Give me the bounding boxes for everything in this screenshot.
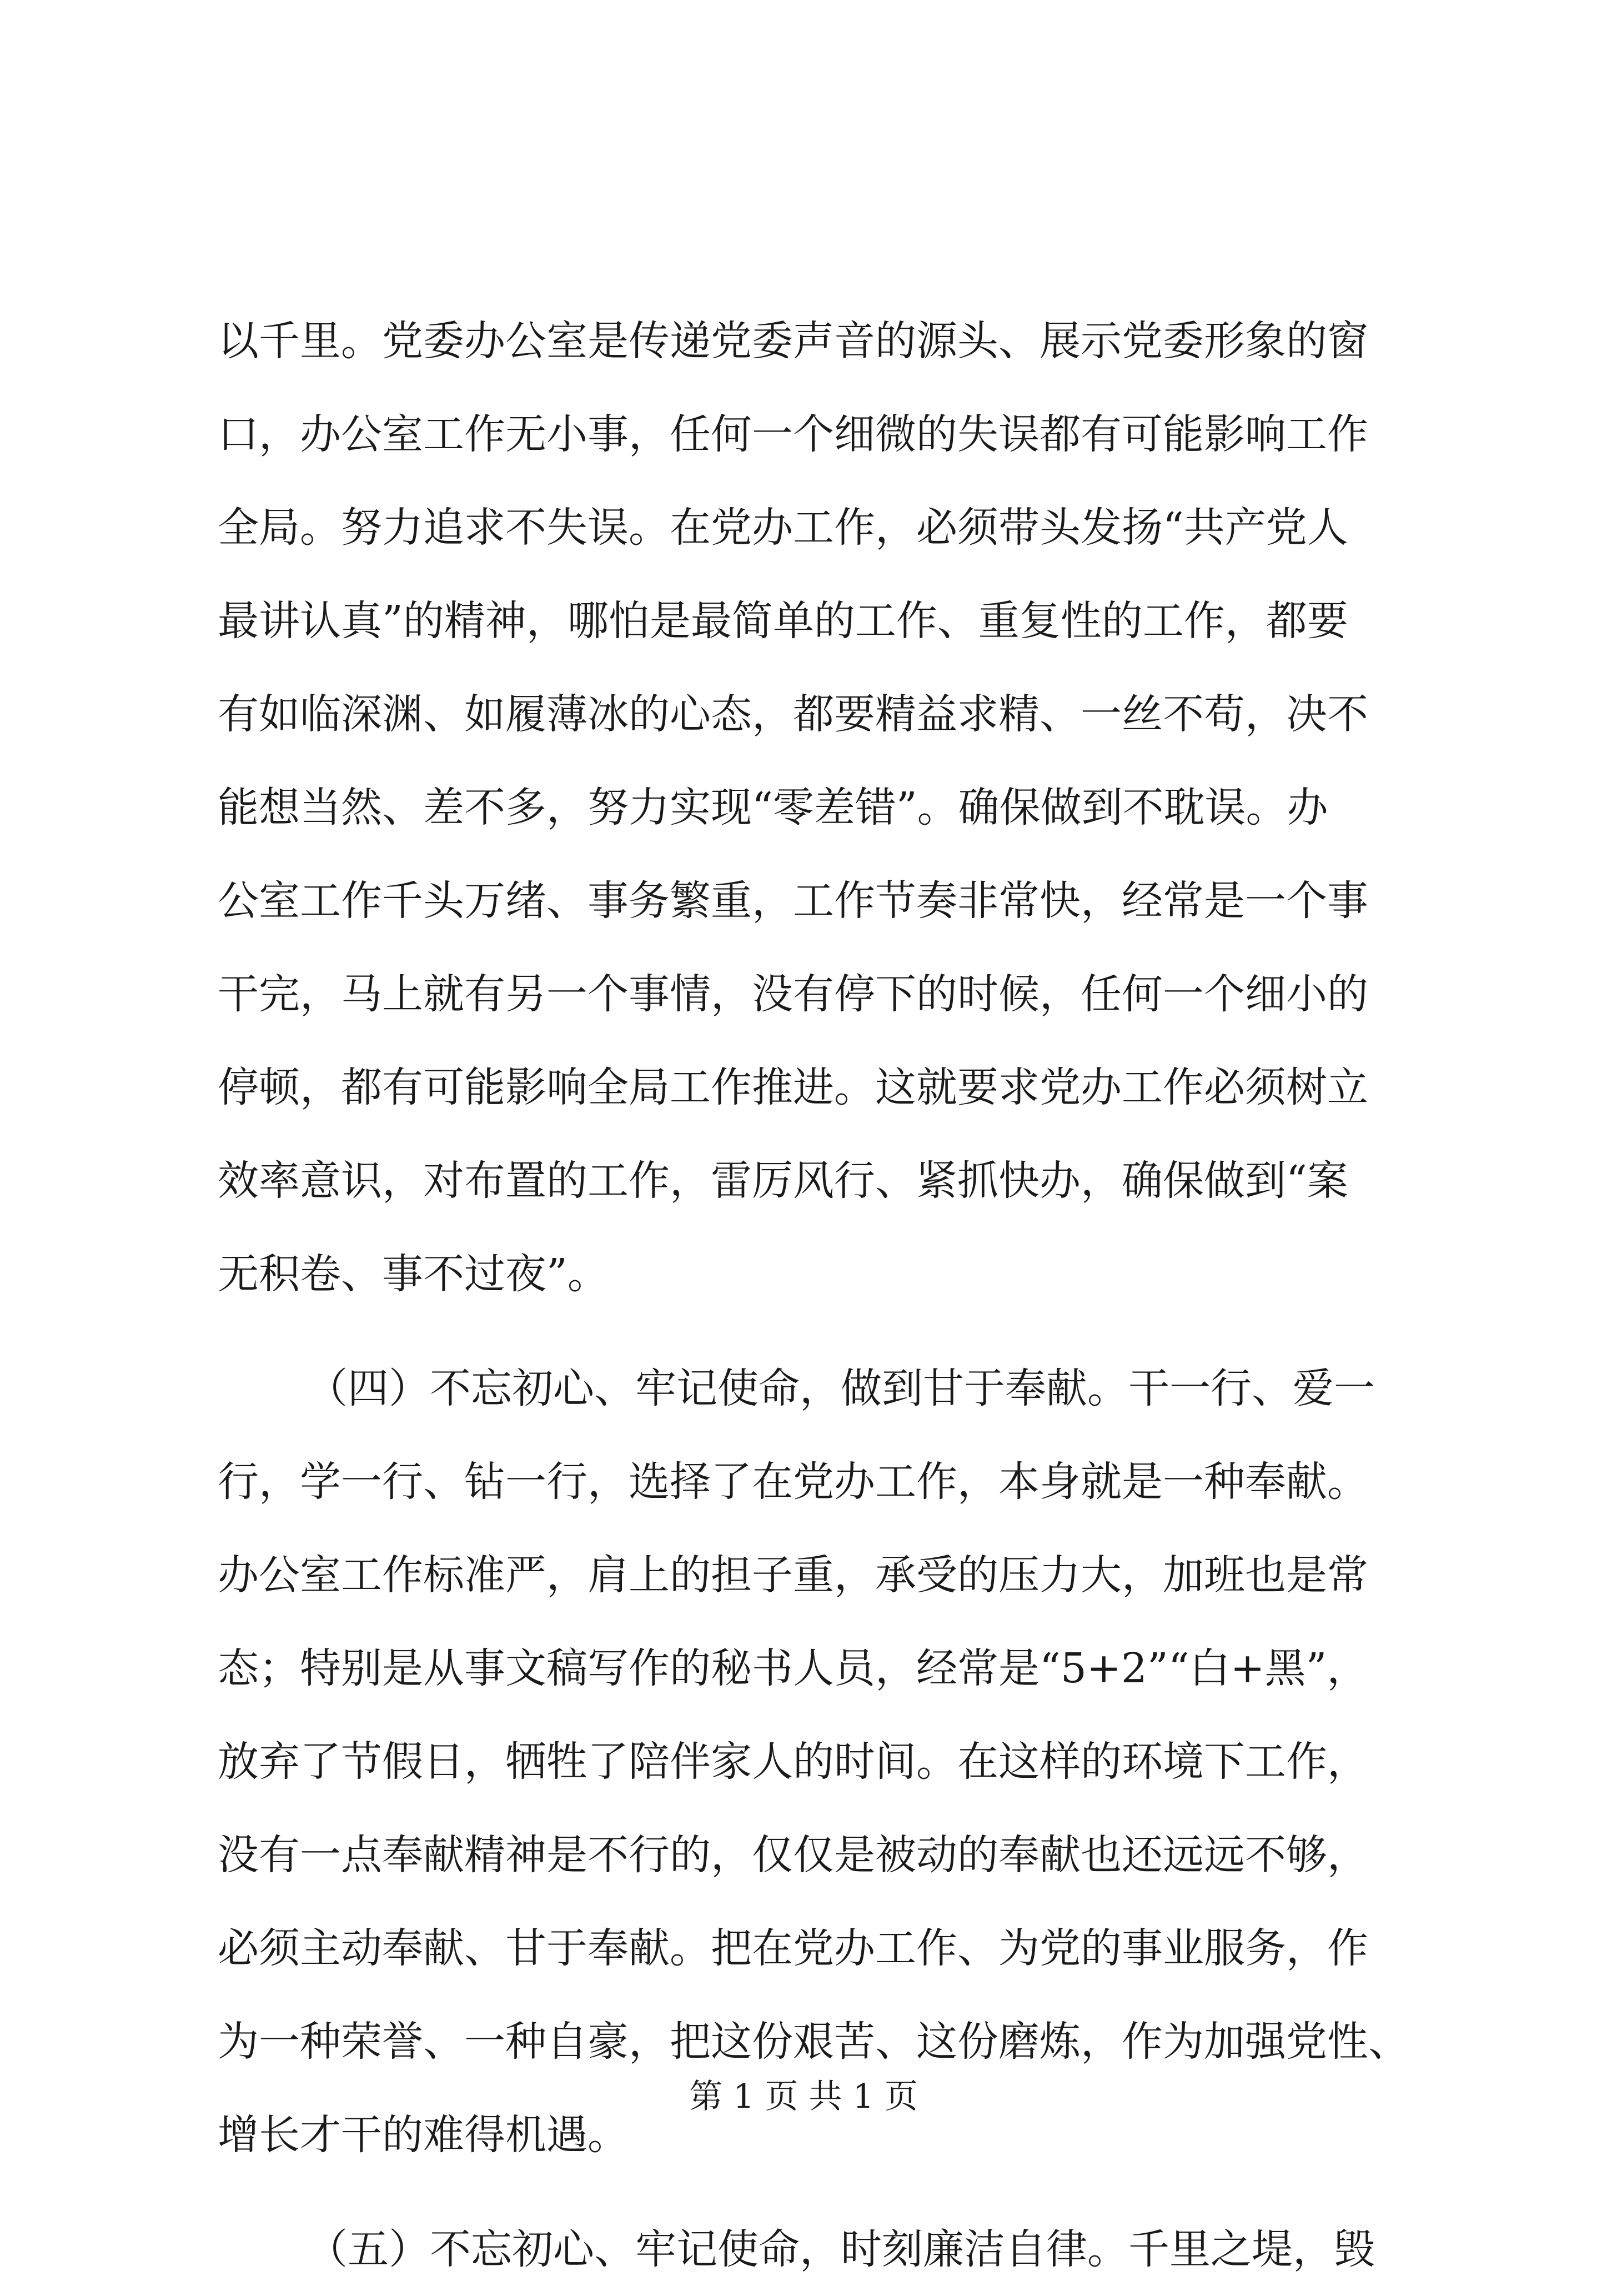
text-line: 增长才干的难得机遇。 [218, 2111, 629, 2159]
text-line: 态；特别是从事文稿写作的秘书人员，经常是“5+2”“白+黑”， [218, 1645, 1368, 1692]
text-line: 以千里。党委办公室是传递党委声音的源头、展示党委形象的窗 [218, 317, 1368, 365]
text-line: 停顿，都有可能影响全局工作推进。这就要求党办工作必须树立 [218, 1064, 1368, 1111]
text-line: 公室工作千头万绪、事务繁重，工作节奏非常快，经常是一个事 [218, 877, 1368, 925]
paragraph-1 [218, 294, 1412, 1321]
text-line: 效率意识，对布置的工作，雷厉风行、紧抓快办，确保做到“案 [218, 1157, 1348, 1205]
text-line: 干完，马上就有另一个事情，没有停下的时候，任何一个细小的 [218, 970, 1368, 1018]
text-line: 行，学一行、钻一行，选择了在党办工作，本身就是一种奉献。 [218, 1458, 1368, 1506]
text-line: 口，办公室工作无小事，任何一个细微的失误都有可能影响工作 [218, 410, 1368, 458]
text-line: （五）不忘初心、牢记使命，时刻廉洁自律。千里之堤，毁 [307, 2225, 1375, 2273]
paragraph-2 [218, 1342, 1412, 2182]
text-line: （四）不忘初心、牢记使命，做到甘于奉献。干一行、爱一 [307, 1365, 1375, 1412]
text-line: 必须主动奉献、甘于奉献。把在党办工作、为党的事业服务，作 [218, 1924, 1368, 1972]
text-line: 最讲认真”的精神，哪怕是最简单的工作、重复性的工作，都要 [218, 597, 1348, 645]
text-line: 没有一点奉献精神是不行的，仅仅是被动的奉献也还远远不够， [218, 1831, 1368, 1879]
page-footer [0, 2072, 1607, 2122]
text-line: 全局。努力追求不失误。在党办工作，必须带头发扬“共产党人 [218, 504, 1348, 552]
paragraph-3 [218, 2203, 1412, 2296]
text-line: 有如临深渊、如履薄冰的心态，都要精益求精、一丝不苟，决不 [218, 690, 1368, 738]
paragraph-gap [218, 1321, 1412, 1342]
text-line: 办公室工作标准严，肩上的担子重，承受的压力大，加班也是常 [218, 1551, 1368, 1599]
document-body [218, 294, 1412, 2296]
paragraph-gap [218, 2182, 1412, 2203]
page-number-label: 第 1 页 共 1 页 [689, 2077, 918, 2116]
text-line: 为一种荣誉、一种自豪，把这份艰苦、这份磨炼，作为加强党性、 [218, 2018, 1409, 2066]
text-line: 能想当然、差不多，努力实现“零差错”。确保做到不耽误。办 [218, 784, 1328, 831]
text-line: 无积卷、事不过夜”。 [218, 1250, 609, 1298]
text-line: 放弃了节假日，牺牲了陪伴家人的时间。在这样的环境下工作， [218, 1738, 1368, 1786]
